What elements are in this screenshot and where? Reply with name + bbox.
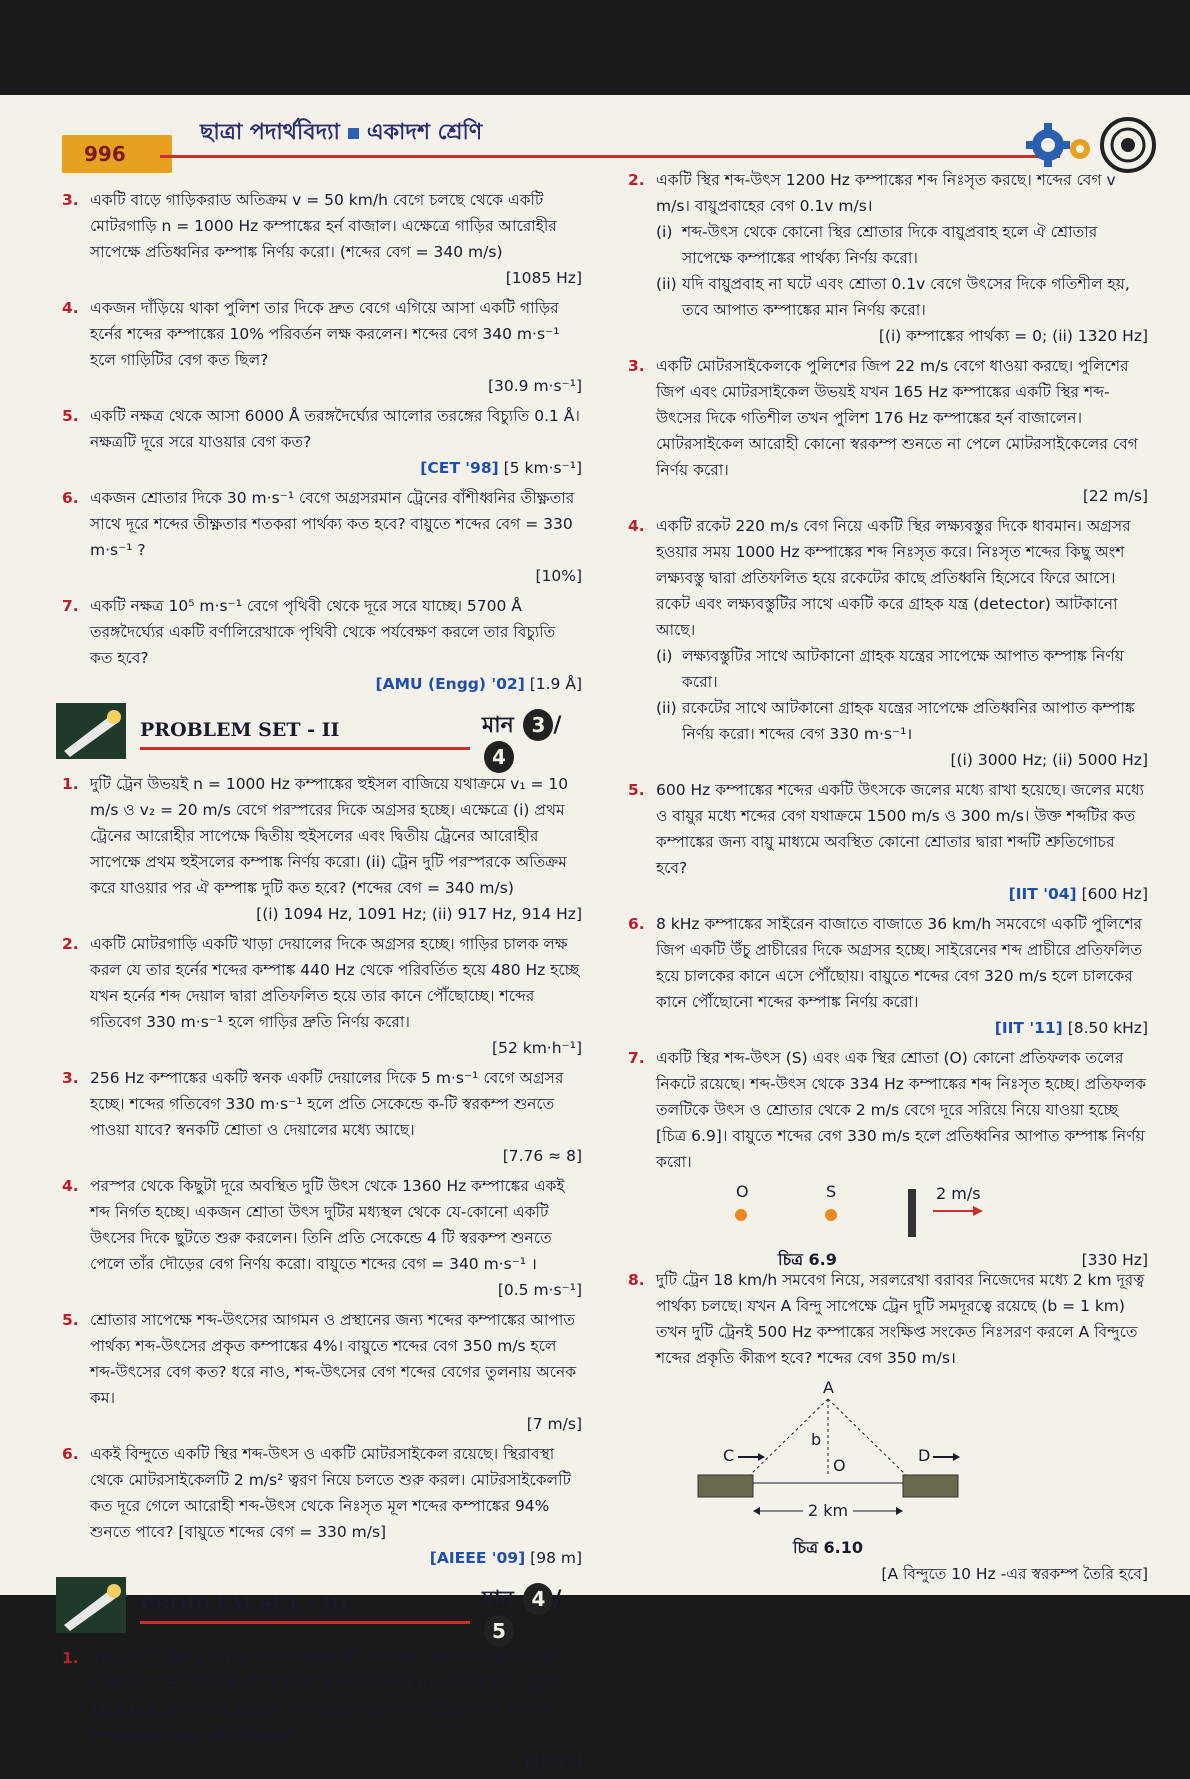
velocity-label: 2 m/s	[936, 1184, 981, 1203]
question-item: 2. একটি মোটরগাড়ি একটি খাড়া দেয়ালের দিকে অগ্রসর হচ্ছে। গাড়ির চালক লক্ষ করল যে তার হর্নের শব্দের কম্পাঙ্ক 440 Hz থেকে পরিবর্তিত হয়ে 480 Hz হচ্ছে যখন হর্নের শব্দ দেয়াল দ্বারা প্রতিফলিত হয়ে তার কানে পৌঁছোচ্ছে। শব্দের গতিবেগ 330 m·s⁻¹ হলে গাড়ির দ্রুতি নির্ণয় করো। [52 km·h⁻¹]	[62, 935, 582, 1057]
figure-caption: চিত্র 6.9	[778, 1250, 837, 1269]
distance-label: 2 km	[808, 1501, 849, 1520]
point-a-label: A	[823, 1378, 834, 1397]
question-item: 7. একটি স্থির শব্দ-উৎস (S) এবং এক স্থির শ্রোতা (O) কোনো প্রতিফলক তলের নিকটে রয়েছে। শব্দ-উৎস থেকে 334 Hz কম্পাঙ্কের শব্দ নিঃসৃত হচ্ছে। প্রতিফলক তলটিকে উৎস ও শ্রোতার থেকে 2 m/s বেগে দূরে সরিয়ে নিয়ে যাওয়া হচ্ছে [চিত্র 6.9]। বায়ুতে শব্দের বেগ 330 m/s হলে প্রতিধ্বনির আপাত কম্পাঙ্ক নির্ণয় করো।	[628, 1049, 1147, 1171]
reflector-diagram	[628, 1181, 1148, 1239]
telescope-icon	[56, 1577, 126, 1633]
observer-label: O	[736, 1182, 749, 1201]
question-item: 3. 256 Hz কম্পাঙ্কের একটি স্বনক একটি দেয়ালের দিকে 5 m·s⁻¹ বেগে অগ্রসর হচ্ছে। শব্দের গতিবেগ 330 m·s⁻¹ হলে প্রতি সেকেন্ডে ক-টি স্বরকম্প শুনতে পাওয়া যাবে? স্বনকটি শ্রোতা ও দেয়ালের মধ্যে আছে। [7.76 ≈ 8]	[62, 1069, 582, 1165]
figure-6-9	[628, 1181, 1148, 1269]
question-item: 2. একটি স্থির শব্দ-উৎস 1200 Hz কম্পাঙ্কের শব্দ নিঃসৃত করছে। শব্দের বেগ v m/s। বায়ুপ্রবাহের বেগ 0.1v m/s। (i) শব্দ-উৎস থেকে কোনো স্থির শ্রোতার দিকে বায়ুপ্রবাহ হলে ঐ শ্রোতার সাপেক্ষে কম্পাঙ্কের পার্থক্য নির্ণয় করো। (ii) যদি বায়ুপ্রবাহ না ঘটে এবং শ্রোতা 0.1v বেগে উৎসের দিকে গতিশীল হয়, তবে আপাত কম্পাঙ্কের মান নির্ণয় করো। [(i) কম্পাঙ্কের পার্থক্য = 0; (ii) 1320 Hz]	[628, 171, 1148, 345]
question-item: 4. একটি রকেট 220 m/s বেগ নিয়ে একটি স্থির লক্ষ্যবস্তুর দিকে ধাবমান। অগ্রসর হওয়ার সময় 1000 Hz কম্পাঙ্কের শব্দ নিঃসৃত করে। নিঃসৃত শব্দের কিছু অংশ লক্ষ্যবস্তু দ্বারা প্রতিফলিত হয়ে রকেটের কাছে প্রতিধ্বনি হিসেবে ফিরে আসে। রকেট এবং লক্ষ্যবস্তুটির সাথে একটি করে গ্রাহক যন্ত্র (detector) আটকানো আছে। (i) লক্ষ্যবস্তুটির সাথে আটকানো গ্রাহক যন্ত্রের সাপেক্ষে আপাত কম্পাঙ্ক নির্ণয় করো। (ii) রকেটের সাথে আটকানো গ্রাহক যন্ত্রের সাপেক্ষে প্রতিধ্বনির আপাত কম্পাঙ্ক নির্ণয় করো। শব্দের বেগ 330 m·s⁻¹। [(i) 3000 Hz; (ii) 5000 Hz]	[628, 517, 1148, 769]
o-label: O	[833, 1456, 846, 1475]
c-label: C	[723, 1446, 735, 1465]
textbook-page	[0, 95, 1190, 1771]
question-item: 8. দুটি ট্রেন 18 km/h সমবেগ নিয়ে, সরলরেখা বরাবর নিজেদের মধ্যে 2 km দূরত্ব পার্থক্য চলছে। যখন A বিন্দু সাপেক্ষে ট্রেন দুটি সমদূরত্বে রয়েছে (b = 1 km) তখন দুটি ট্রেনই 500 Hz কম্পাঙ্কের সংক্ষিপ্ত সংকেত নিঃসরণ করলে A বিন্দুতে শব্দের প্রকৃতি কীরূপ হবে? শব্দের বেগ 350 m/s।	[628, 1271, 1145, 1367]
b-label: b	[811, 1430, 822, 1449]
question-item: 6. একজন শ্রোতার দিকে 30 m·s⁻¹ বেগে অগ্রসরমান ট্রেনের বাঁশীধ্বনির তীক্ষ্ণতার সাথে দূরে শব্দের তীক্ষ্ণতার শতকরা পার্থক্য কত হবে? বায়ুতে শব্দের বেগ = 330 m·s⁻¹ ? [10%]	[62, 489, 582, 585]
title-rule	[140, 747, 470, 750]
marks-label: মান 4 /5	[482, 1583, 582, 1647]
arrow-head	[973, 1206, 983, 1216]
question-item: 4. একজন দাঁড়িয়ে থাকা পুলিশ তার দিকে দ্রুত বেগে এগিয়ে আসা একটি গাড়ির হর্নের শব্দের কম্পাঙ্কের 10% পরিবর্তন লক্ষ করলেন। শব্দের বেগ 340 m·s⁻¹ হলে গাড়িটির বেগ কত ছিল? [30.9 m·s⁻¹]	[62, 299, 582, 395]
problem-set-title: PROBLEM SET - II	[140, 719, 340, 741]
page-number: 996	[62, 135, 172, 173]
separator-square	[348, 128, 359, 139]
class-label: একাদশ শ্রেণি	[366, 120, 483, 145]
source-label: S	[826, 1182, 837, 1201]
question-item: 3. একটি মোটরসাইকেলকে পুলিশের জিপ 22 m/s বেগে ধাওয়া করছে। পুলিশের জিপ এবং মোটরসাইকেল উভয়ই যখন 165 Hz কম্পাঙ্কের একটি স্থির শব্দ-উৎসের দিকে গতিশীল তখন পুলিশ 176 Hz কম্পাঙ্কের হর্ন বাজালেন। মোটরসাইকেল আরোহী কোনো স্বরকম্প শুনতে না পেলে মোটরসাইকেলের বেগ নির্ণয় করো। [22 m/s]	[628, 357, 1148, 505]
sub-question: (i) লক্ষ্যবস্তুটির সাথে আটকানো গ্রাহক যন্ত্রের সাপেক্ষে আপাত কম্পাঙ্ক নির্ণয় করো।	[656, 647, 1124, 691]
question-item: 3. একটি বাড়ে গাড়িকরাড অতিক্রম v = 50 km/h বেগে চলছে থেকে একটি মোটরগাড়ি n = 1000 Hz কম্পাঙ্কের হর্ন বাজাল। এক্ষেত্রে গাড়ির আরোহীর সাপেক্ষে প্রতিধ্বনির কম্পাঙ্ক নির্ণয় করো। (শব্দের বেগ = 340 m/s) [1085 Hz]	[62, 191, 582, 287]
problem-set-title: PROBLEM SET - III	[140, 1593, 349, 1615]
question-item: 1. যখন একটি ট্রেন 33 m/s বেগে একজন দাঁড়িয়ে থাকা শ্রোতার দিকে অগ্রসর হচ্ছে তখন শ্রোতা কর্তৃক গৃহীত শব্দের আপাত কম্পাঙ্ক n₁। আবার যখন ট্রেনটি 16.5 m/s বেগে একই শ্রোতার দিকে অগ্রসর হয় তখন গৃহীত শব্দের আপাত কম্পাঙ্ক n₂। n₁/n₂ -এর মান কত? [19/18]	[62, 1649, 582, 1771]
marks-label: মান 3 /4	[482, 709, 582, 773]
left-column	[62, 187, 582, 1779]
question-item: 5. একটি নক্ষত্র থেকে আসা 6000 Å তরঙ্গদৈর্ঘ্যের আলোর তরঙ্গের বিচ্যুতি 0.1 Å। নক্ষত্রটি দূরে সরে যাওয়ার বেগ কত? [CET '98] [5 km·s⁻¹]	[62, 407, 582, 477]
sub-question: (ii) যদি বায়ুপ্রবাহ না ঘটে এবং শ্রোতা 0.1v বেগে উৎসের দিকে গতিশীল হয়, তবে আপাত কম্পাঙ্কের মান নির্ণয় করো।	[656, 275, 1130, 319]
right-column	[628, 167, 1148, 1583]
sub-question: (ii) রকেটের সাথে আটকানো গ্রাহক যন্ত্রের সাপেক্ষে প্রতিধ্বনির আপাত কম্পাঙ্ক নির্ণয় করো। শব্দের বেগ 330 m·s⁻¹।	[656, 699, 1135, 743]
question-item: 1. দুটি ট্রেন উভয়ই n = 1000 Hz কম্পাঙ্কের হুইসল বাজিয়ে যথাক্রমে v₁ = 10 m/s ও v₂ = 20 m/s বেগে পরস্পরের দিকে অগ্রসর হচ্ছে। এক্ষেত্রে (i) প্রথম ট্রেনের আরোহীর সাপেক্ষে দ্বিতীয় হুইসলের এবং দ্বিতীয় ট্রেনের আরোহীর সাপেক্ষে প্রথম হুইসলের কম্পাঙ্ক নির্ণয় করো। (ii) ট্রেন দুটি পরস্পরকে অতিক্রম করে যাওয়ার পর ঐ কম্পাঙ্ক দুটি কত হবে? (শব্দের বেগ = 340 m/s) [(i) 1094 Hz, 1091 Hz; (ii) 917 Hz, 914 Hz]	[62, 775, 582, 923]
question-item: 5. 600 Hz কম্পাঙ্কের শব্দের একটি উৎসকে জলের মধ্যে রাখা হয়েছে। জলের মধ্যে ও বায়ুর মধ্যে শব্দের বেগ যথাক্রমে 1500 m/s ও 300 m/s। উক্ত শব্দটির কত কম্পাঙ্কের জন্য বায়ু মাধ্যমে অবস্থিত কোনো শ্রোতার দ্বারা শব্দটি শ্রুতিগোচর হবে? [IIT '04] [600 Hz]	[628, 781, 1148, 903]
figure-6-10	[628, 1377, 1148, 1583]
train-d	[903, 1475, 958, 1497]
question-item: 7. একটি নক্ষত্র 10⁵ m·s⁻¹ বেগে পৃথিবী থেকে দূরে সরে যাচ্ছে। 5700 Å তরঙ্গদৈর্ঘ্যের একটি বর্ণালিরেখাকে পৃথিবী থেকে পর্যবেক্ষণ করলে তার বিচ্যুতি কত হবে? [AMU (Engg) '02] [1.9 Å]	[62, 597, 582, 693]
problem-set-2-header	[62, 703, 582, 769]
reflector-wall	[908, 1189, 916, 1237]
observer-dot	[735, 1209, 747, 1221]
answer: [A বিন্দুতে 10 Hz -এর স্বরকম্প তৈরি হবে]	[881, 1565, 1148, 1583]
header-rule	[160, 155, 1060, 158]
source-dot	[825, 1209, 837, 1221]
question-item: 4. পরস্পর থেকে কিছুটা দূরে অবস্থিত দুটি উৎস থেকে 1360 Hz কম্পাঙ্কের একই শব্দ নির্গত হচ্ছে। একজন শ্রোতা উৎস দুটির মধ্যস্থল থেকে যে-কোনো একটি উৎসের দিকে ছুটতে শুরু করলেন। তিনি প্রতি সেকেন্ডে 4 টি স্বরকম্প শুনতে পেলে তাঁর দৌড়ের বেগ নির্ণয় করো। বায়ুতে শব্দের বেগ = 340 m·s⁻¹ । [0.5 m·s⁻¹]	[62, 1177, 582, 1299]
train-c	[698, 1475, 753, 1497]
running-title	[200, 115, 482, 152]
trains-diagram	[628, 1377, 1148, 1527]
telescope-icon	[56, 703, 126, 759]
book-title: ছাত্রা পদার্থবিদ্যা	[200, 120, 340, 145]
d-label: D	[918, 1446, 931, 1465]
answer: [330 Hz]	[1081, 1251, 1148, 1269]
question-item: 5. শ্রোতার সাপেক্ষে শব্দ-উৎসের আগমন ও প্রস্থানের জন্য শব্দের কম্পাঙ্কের আপাত পার্থক্য শব্দ-উৎসের প্রকৃত কম্পাঙ্কের 4%। বায়ুতে শব্দের বেগ 350 m/s হলে শব্দ-উৎসের বেগ কত? ধরে নাও, শব্দ-উৎসের বেগ শব্দের বেগের তুলনায় অনেক কম। [7 m/s]	[62, 1311, 582, 1433]
question-item: 6. 8 kHz কম্পাঙ্কের সাইরেন বাজাতে বাজাতে 36 km/h সমবেগে একটি পুলিশের জিপ একটি উঁচু প্রাচীরের দিকে অগ্রসর হচ্ছে। সাইরেনের শব্দ প্রাচীরে প্রতিফলিত হয়ে চালকের কানে এসে পৌঁছোয়। বায়ুতে শব্দের বেগ 320 m/s হলে চালকের কানে পৌঁছোনো শব্দের কম্পাঙ্ক নির্ণয় করো। [IIT '11] [8.50 kHz]	[628, 915, 1148, 1037]
title-rule	[140, 1621, 470, 1624]
problem-set-3-header	[62, 1577, 582, 1643]
sub-question: (i) শব্দ-উৎস থেকে কোনো স্থির শ্রোতার দিকে বায়ুপ্রবাহ হলে ঐ শ্রোতার সাপেক্ষে কম্পাঙ্কের পার্থক্য নির্ণয় করো।	[656, 223, 1098, 267]
figure-caption: চিত্র 6.10	[792, 1538, 863, 1557]
question-item: 6. একই বিন্দুতে একটি স্থির শব্দ-উৎস ও একটি মোটরসাইকেল রয়েছে। স্থিরাবস্থা থেকে মোটরসাইকেলটি 2 m/s² ত্বরণ নিয়ে চলতে শুরু করল। মোটরসাইকেলটি কত দূরে গেলে আরোহী শব্দ-উৎস থেকে নিঃসৃত মূল শব্দের কম্পাঙ্কের 94% শুনতে পাবে? [বায়ুতে শব্দের বেগ = 330 m/s] [AIEEE '09] [98 m]	[62, 1445, 582, 1567]
